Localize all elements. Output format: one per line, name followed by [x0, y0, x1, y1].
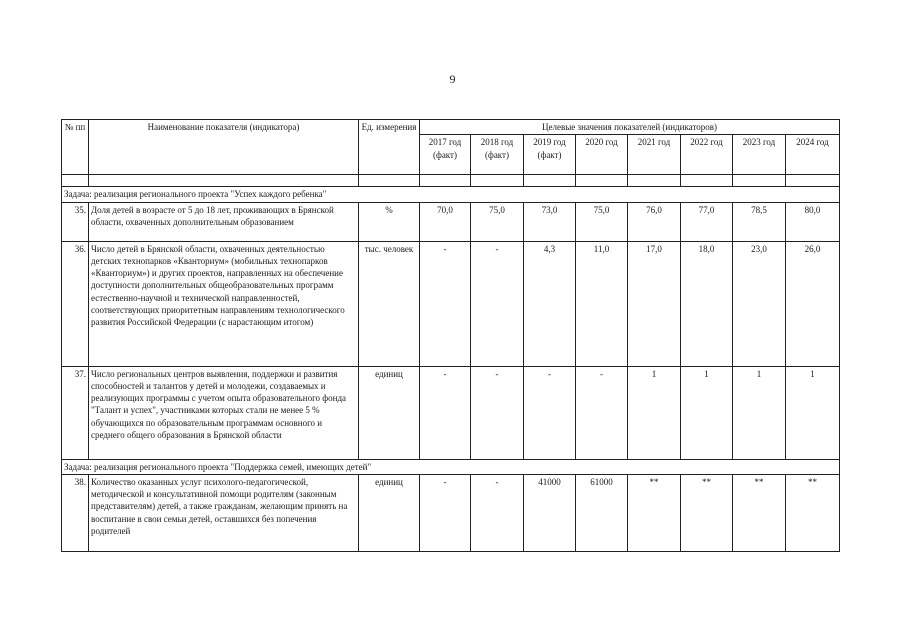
row-num: 38.	[62, 474, 89, 551]
row-value: -	[471, 474, 524, 551]
row-value: 17,0	[628, 241, 681, 366]
row-value: 41000	[524, 474, 576, 551]
row-value: -	[576, 366, 628, 459]
row-unit: единиц	[359, 366, 420, 459]
task-label: Задача: реализация регионального проекта "Успех каждого ребенка"	[62, 187, 840, 202]
row-value: -	[420, 474, 471, 551]
task-row	[62, 459, 840, 474]
row-value: -	[420, 241, 471, 366]
row-name: Число детей в Брянской области, охваченных деятельностью детских технопарков «Кванториум» (мобильных технопарков «Кванториум») и других проектов, направленных на обеспечение доступности дополнительных общеобразовательных программ естественно-научной и технической направленностей, соответствующих приоритетным направлениям технологического развития Российской Федерации (с нарастающим итогом)	[89, 241, 359, 366]
indicators-table	[61, 119, 840, 552]
row-value: -	[471, 366, 524, 459]
row-num: 37.	[62, 366, 89, 459]
header-spacer	[62, 175, 840, 187]
row-unit: единиц	[359, 474, 420, 551]
header-year: 2023 год	[733, 135, 786, 175]
row-name: Доля детей в возрасте от 5 до 18 лет, проживающих в Брянской области, охваченных дополнительным образованием	[89, 202, 359, 241]
row-value: 1	[681, 366, 733, 459]
row-value: 78,5	[733, 202, 786, 241]
row-value: 4,3	[524, 241, 576, 366]
header-year: 2017 год (факт)	[420, 135, 471, 175]
row-value: **	[628, 474, 681, 551]
row-value: **	[733, 474, 786, 551]
row-value: 18,0	[681, 241, 733, 366]
row-value: 73,0	[524, 202, 576, 241]
row-value: 80,0	[786, 202, 840, 241]
row-value: 70,0	[420, 202, 471, 241]
table-row	[62, 241, 840, 366]
row-unit: тыс. человек	[359, 241, 420, 366]
header-year: 2021 год	[628, 135, 681, 175]
row-value: **	[681, 474, 733, 551]
header-year: 2022 год	[681, 135, 733, 175]
header-name: Наименование показателя (индикатора)	[89, 120, 359, 175]
header-targets: Целевые значения показателей (индикаторов)	[420, 120, 840, 135]
row-num: 36.	[62, 241, 89, 366]
row-value: 26,0	[786, 241, 840, 366]
header-row-1	[62, 120, 840, 135]
header-year: 2018 год (факт)	[471, 135, 524, 175]
table-row	[62, 202, 840, 241]
header-year: 2020 год	[576, 135, 628, 175]
row-num: 35.	[62, 202, 89, 241]
table-row	[62, 474, 840, 551]
header-year: 2019 год (факт)	[524, 135, 576, 175]
row-value: 75,0	[576, 202, 628, 241]
row-value: 76,0	[628, 202, 681, 241]
row-value: 77,0	[681, 202, 733, 241]
row-value: -	[471, 241, 524, 366]
row-name: Количество оказанных услуг психолого-педагогической, методической и консультативной помощи родителям (законным представителям) детей, а также гражданам, желающим принять на воспитание в свои семьи детей, оставшихся без попечения родителей	[89, 474, 359, 551]
row-value: 11,0	[576, 241, 628, 366]
row-value: 23,0	[733, 241, 786, 366]
header-year: 2024 год	[786, 135, 840, 175]
header-num: № пп	[62, 120, 89, 175]
task-row	[62, 187, 840, 202]
table-row	[62, 366, 840, 459]
row-value: -	[420, 366, 471, 459]
row-value: 1	[628, 366, 681, 459]
header-unit: Ед. измерения	[359, 120, 420, 175]
row-value: 61000	[576, 474, 628, 551]
row-value: 1	[786, 366, 840, 459]
row-value: -	[524, 366, 576, 459]
row-value: 75,0	[471, 202, 524, 241]
task-label: Задача: реализация регионального проекта "Поддержка семей, имеющих детей"	[62, 459, 840, 474]
row-value: 1	[733, 366, 786, 459]
row-value: **	[786, 474, 840, 551]
row-name: Число региональных центров выявления, поддержки и развития способностей и талантов у детей и молодежи, создаваемых и реализующих программы с учетом опыта образовательного фонда "Талант и успех", участниками которых стали не менее 5 % обучающихся по образовательным программам основного и среднего общего образования в Брянской области	[89, 366, 359, 459]
row-unit: %	[359, 202, 420, 241]
page-number: 9	[449, 72, 456, 86]
